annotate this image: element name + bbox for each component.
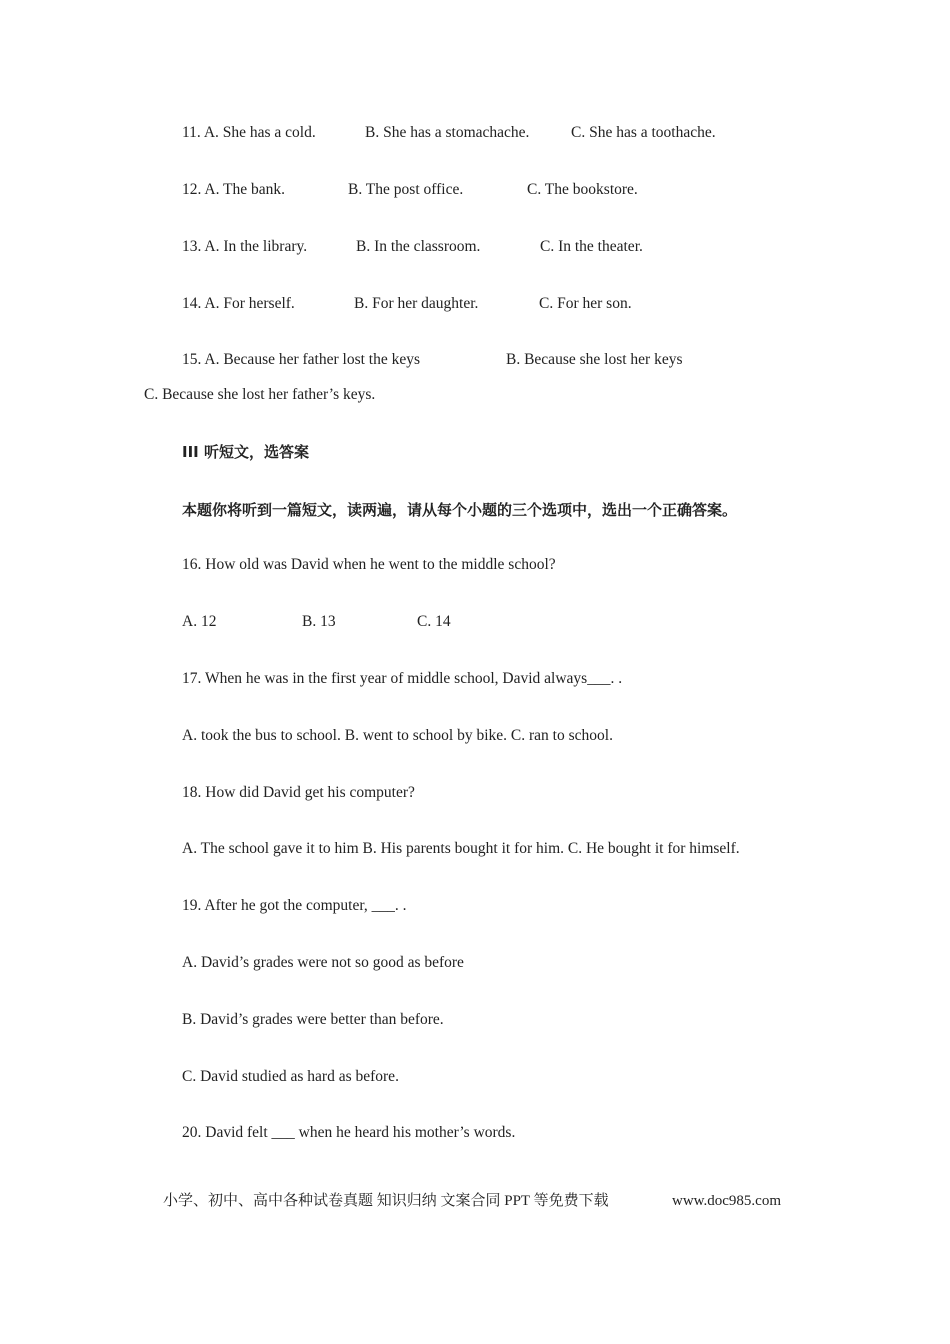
q19-option-b: B. David’s grades were better than before. [182, 1011, 444, 1028]
q17-options: A. took the bus to school. B. went to school by bike. C. ran to school. [182, 727, 613, 744]
section-instruction: 本题你将听到一篇短文，读两遍，请从每个小题的三个选项中，选出一个正确答案。 [182, 501, 738, 519]
q18-stem: 18. How did David get his computer? [182, 784, 415, 801]
q14-option-a: 14. A. For herself. [182, 295, 295, 312]
footer-text: 小学、初中、高中各种试卷真题 知识归纳 文案合同 PPT 等免费下载 [163, 1193, 609, 1209]
q15-option-b: B. Because she lost her keys [506, 351, 683, 368]
q19-option-c: C. David studied as hard as before. [182, 1068, 399, 1085]
q11-option-c: C. She has a toothache. [571, 124, 716, 141]
section-heading: III 听短文，选答案 [182, 443, 309, 461]
q13-option-b: B. In the classroom. [356, 238, 481, 255]
q11-option-a: 11. A. She has a cold. [182, 124, 316, 141]
q12-option-c: C. The bookstore. [527, 181, 638, 198]
q19-option-a: A. David’s grades were not so good as before [182, 954, 464, 971]
q14-option-b: B. For her daughter. [354, 295, 479, 312]
q13-option-a: 13. A. In the library. [182, 238, 308, 255]
q11-option-b: B. She has a stomachache. [365, 124, 530, 141]
q13-option-c: C. In the theater. [540, 238, 643, 255]
q16-option-a: A. 12 [182, 613, 217, 630]
q15-option-a: 15. A. Because her father lost the keys [182, 351, 421, 368]
q16-option-b: B. 13 [302, 613, 336, 630]
q20-stem: 20. David felt ___ when he heard his mother’s words. [182, 1124, 516, 1141]
q18-options: A. The school gave it to him B. His parents bought it for him. C. He bought it for himself. [182, 840, 740, 857]
q14-option-c: C. For her son. [539, 295, 632, 312]
q16-stem: 16. How old was David when he went to the middle school? [182, 556, 556, 573]
q15-option-c: C. Because she lost her father’s keys. [144, 386, 376, 403]
q17-stem: 17. When he was in the first year of middle school, David always___. . [182, 670, 623, 687]
q12-option-a: 12. A. The bank. [182, 181, 286, 198]
q19-stem: 19. After he got the computer, ___. . [182, 897, 407, 914]
q12-option-b: B. The post office. [348, 181, 464, 198]
q16-option-c: C. 14 [417, 613, 451, 630]
footer-link[interactable]: www.doc985.com [672, 1193, 782, 1209]
